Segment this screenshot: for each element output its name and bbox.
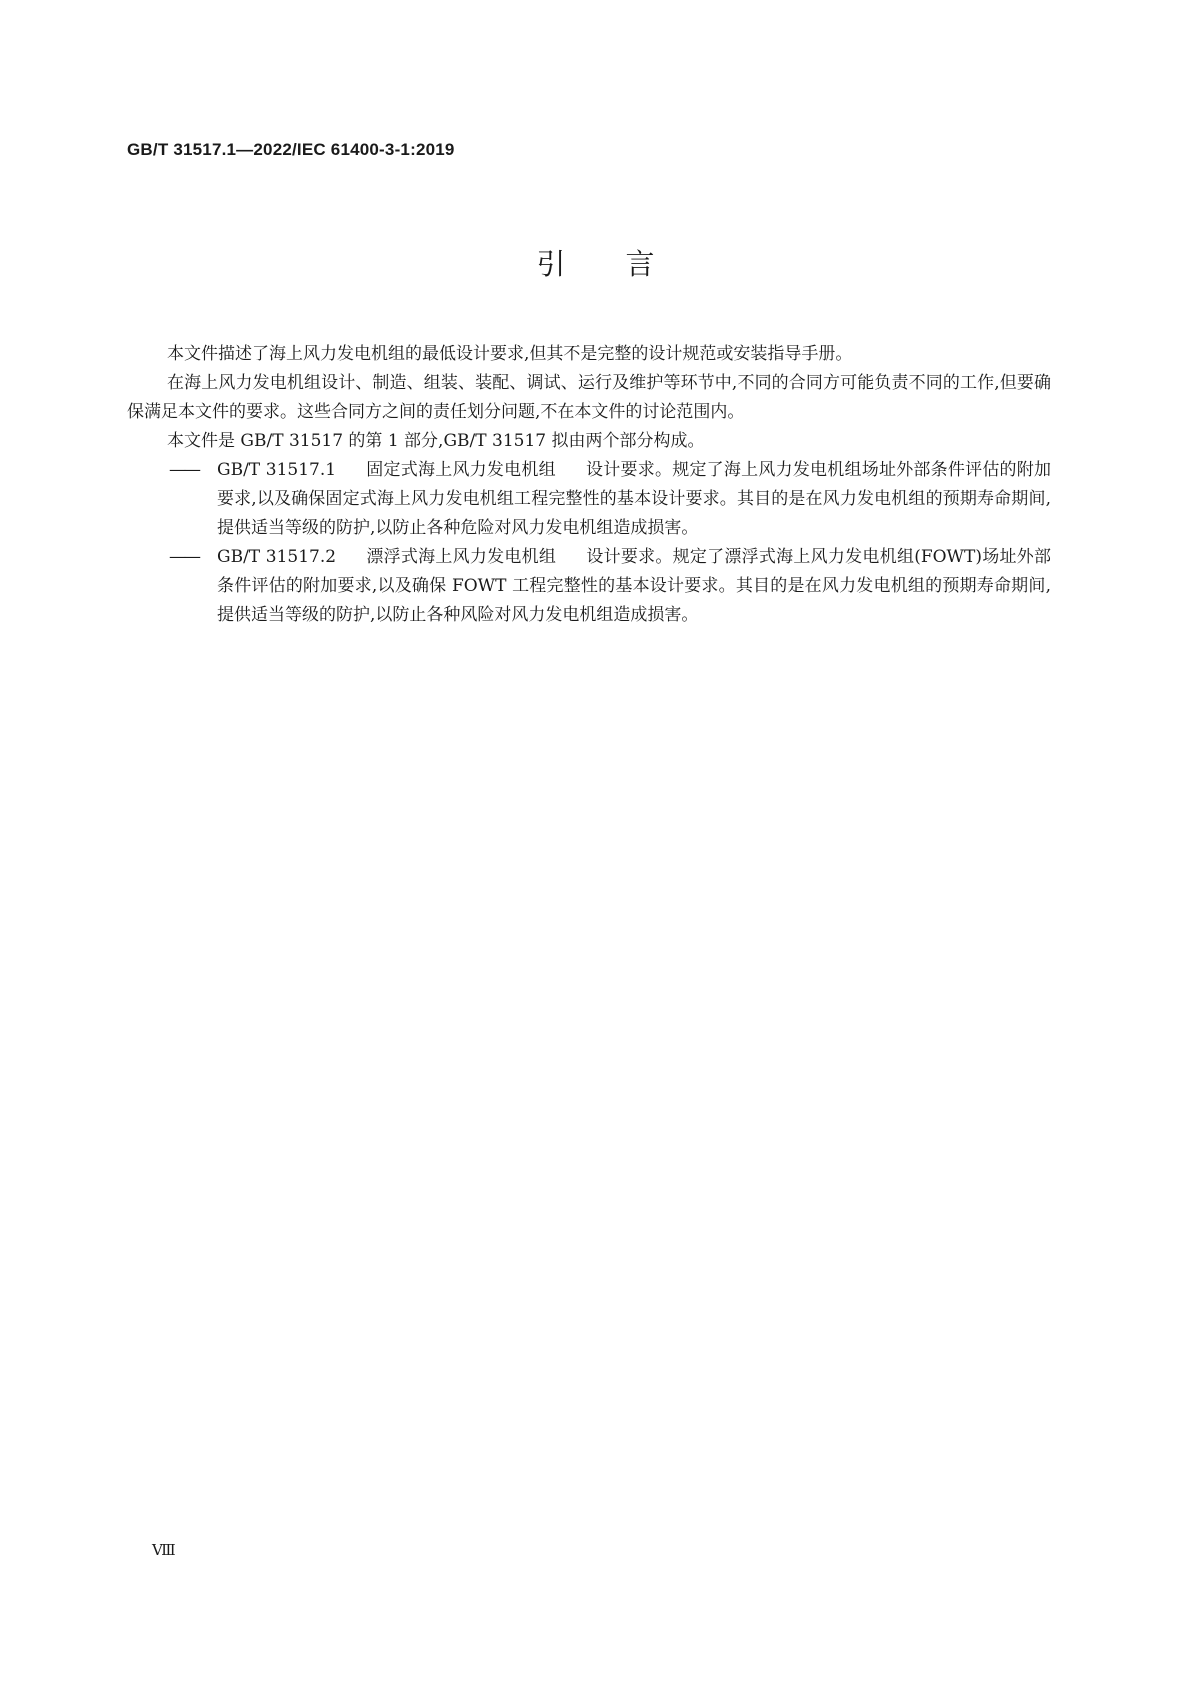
list-item-name: 固定式海上风力发电机组 xyxy=(366,460,556,480)
list-item-subtitle: 设计要求 xyxy=(585,460,655,480)
list-item xyxy=(127,456,1051,543)
document-body xyxy=(127,340,1051,630)
list-item-subtitle: 设计要求 xyxy=(586,547,656,567)
list-item xyxy=(127,543,1051,630)
list-item-description: 。规定了漂浮式海上风力发电机组(FOWT)场址外部条件评估的附加要求,以及确保 FOWT 工程完整性的基本设计要求。其目的是在风力发电机组的预期寿命期间,提供适当等级的防护,以防止各种风险对风力发电机组造成损害。 xyxy=(217,547,1052,625)
page-title: 引言 xyxy=(536,247,715,281)
paragraph: 本文件是 GB/T 31517 的第 1 部分,GB/T 31517 拟由两个部分构成。 xyxy=(167,431,705,451)
list-dash: —— xyxy=(169,547,199,567)
paragraph: 本文件描述了海上风力发电机组的最低设计要求,但其不是完整的设计规范或安装指导手册。 xyxy=(167,344,853,364)
list-item-description: 。规定了海上风力发电机组场址外部条件评估的附加要求,以及确保固定式海上风力发电机组工程完整性的基本设计要求。其目的是在风力发电机组的预期寿命期间,提供适当等级的防护,以防止各种危险对风力发电机组造成损害。 xyxy=(217,460,1052,538)
standard-code: GB/T 31517.1—2022/IEC 61400-3-1:2019 xyxy=(127,140,455,159)
list-dash: —— xyxy=(169,460,199,480)
paragraph: 在海上风力发电机组设计、制造、组装、装配、调试、运行及维护等环节中,不同的合同方可能负责不同的工作,但要确保满足本文件的要求。这些合同方之间的责任划分问题,不在本文件的讨论范围内。 xyxy=(127,373,1051,422)
list-item-code: GB/T 31517.1 xyxy=(217,460,337,480)
page-number: Ⅷ xyxy=(152,1543,175,1559)
list-item-code: GB/T 31517.2 xyxy=(217,547,337,567)
list-item-name: 漂浮式海上风力发电机组 xyxy=(366,547,557,567)
